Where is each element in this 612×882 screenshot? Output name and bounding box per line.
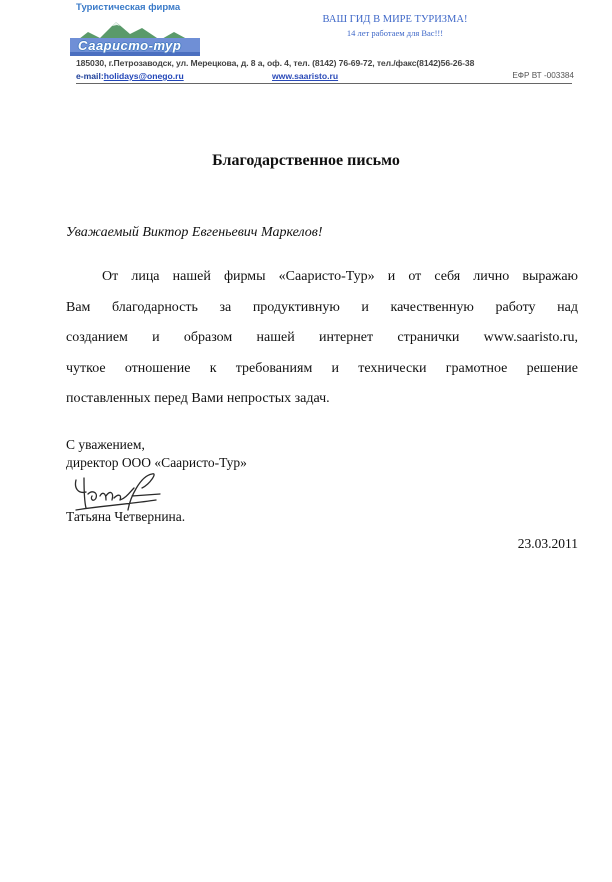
body-line: поставленных перед Вами непростых задач.	[66, 391, 330, 406]
letter-date: 23.03.2011	[517, 536, 578, 551]
firm-label: Туристическая фирма	[76, 2, 181, 13]
body-line: От лица нашей фирмы «Саaристо-Тур» и от себя лично выражаю	[102, 269, 578, 284]
body-line: созданием и образом нашей интернет странички www.saaristo.ru,	[66, 330, 578, 345]
years-of-service: 14 лет работаем для Вас!!!	[346, 28, 444, 38]
letterhead	[70, 0, 580, 100]
body-line: Вам благодарность за продуктивную и качественную работу над	[66, 299, 578, 315]
header-divider	[76, 83, 572, 84]
email-link[interactable]: holidays@onego.ru	[103, 71, 184, 81]
contact-row	[76, 71, 580, 83]
registry-number: ЕФР ВТ -003384	[512, 71, 574, 80]
slogan: ВАШ ГИД В МИРЕ ТУРИЗМА!	[322, 14, 468, 25]
letter-title: Благодарственное письмо	[212, 152, 400, 169]
closing: С уважением,	[66, 437, 145, 452]
signer-name: Татьяна Четвернина.	[66, 509, 186, 524]
salutation: Уважаемый Виктор Евгеньевич Маркелов!	[66, 225, 323, 240]
signer-position: директор ООО «Саaристо-Тур»	[66, 455, 247, 470]
company-address: 185030, г.Петрозаводск, ул. Мерецкова, д. 8 а, оф. 4, тел. (8142) 76-69-72, тел./факс(8142)56-26-38	[76, 58, 475, 68]
logo-wordmark: Саaристо-тур	[78, 38, 182, 53]
letter-body	[66, 262, 578, 415]
body-line: чуткое отношение к требованиям и технически грамотное решение	[66, 360, 578, 376]
website-link[interactable]: www.saaristo.ru	[272, 71, 339, 81]
email-label: e-mail:holidays@onego.ru	[76, 71, 184, 81]
